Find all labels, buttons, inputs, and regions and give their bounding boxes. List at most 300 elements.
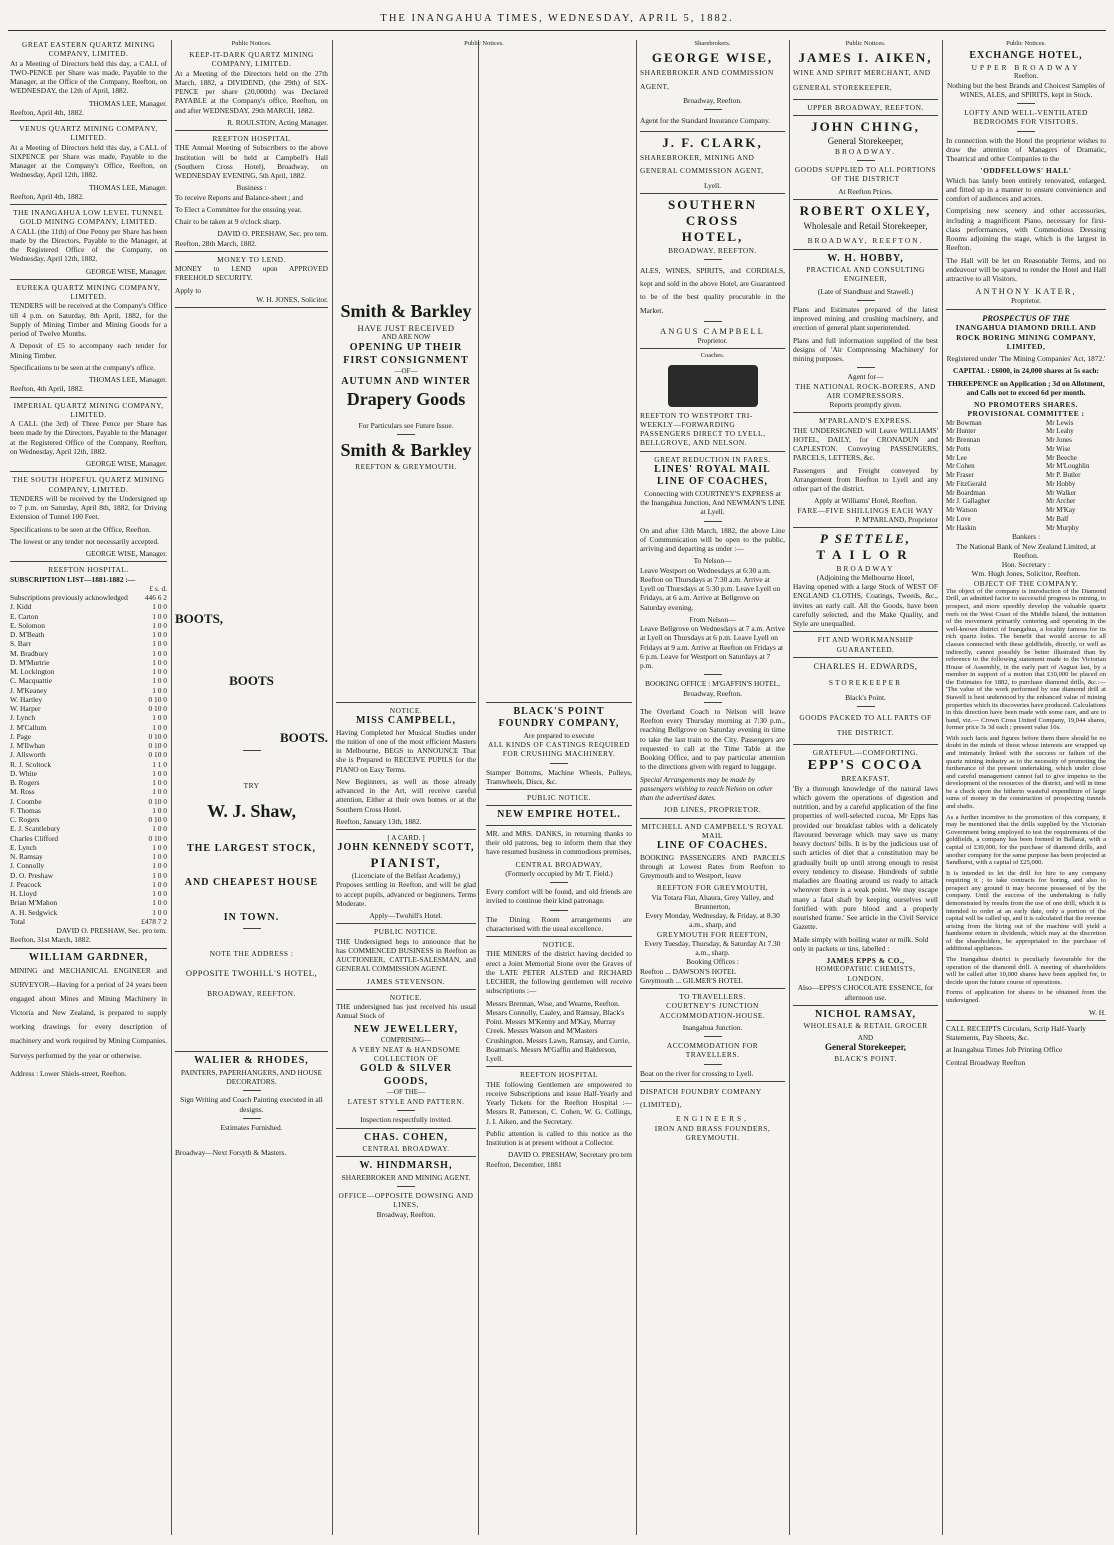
ad-sub: To Nelson— — [693, 556, 732, 566]
ad-signature: W. H. JONES, Solicitor. — [256, 294, 328, 304]
ad-body: The lowest or any tender not necessarily accepted. — [10, 536, 159, 546]
committee-member: Mr Brennan — [946, 436, 981, 445]
committee-member: Mr Wise — [1046, 444, 1071, 453]
ad-signature: THOMAS LEE, Manager. — [89, 375, 167, 384]
subs-name: B. Rogers — [10, 778, 40, 787]
committee-member: Mr M'Kay — [1046, 506, 1076, 515]
ad-body: Chair to be taken at 9 o'clock sharp. — [175, 217, 281, 227]
subs-name: A. H. Sedgwick — [10, 907, 58, 917]
ad-body: PROVISIONAL COMMITTEE : — [967, 409, 1085, 419]
subs-amount: 0 10 0 — [148, 741, 167, 750]
ad-body: PRACTICAL AND CONSULTING ENGINEER, — [806, 265, 925, 284]
masthead-rule — [8, 30, 1106, 31]
ad-body: OPENING UP THEIR — [349, 342, 463, 353]
committee-member: Mr Walker — [1046, 488, 1077, 497]
committee-member: Mr P. Butler — [1046, 471, 1081, 480]
smith-barkley-ad — [336, 300, 476, 471]
subs-row — [10, 593, 167, 602]
ad-body: BOOKING PASSENGERS AND PARCELS through at Lowest Rates from Reefton to Greymouth and to Westport, leave — [640, 852, 785, 881]
column-3b — [486, 699, 632, 1169]
ad-body: Via Totara Flat, Ahaura, Grey Valley, and Brunnerton, — [651, 892, 774, 911]
subs-amount: 0 10 0 — [148, 833, 167, 843]
ad-body: THE Annual Meeting of Subscribers to the above Institution will be held at Campbell's Hall (Southern Cross Hotel), Broadway, on WEDNESDAY EVENING, 5th April, 1882. — [175, 143, 328, 181]
ad-body: (Adjoining the Melbourne Hotel, — [816, 572, 915, 582]
boots-text: BOOTS — [229, 673, 274, 689]
ad-title: FOUNDRY COMPANY, — [498, 718, 620, 730]
subs-name: N. Ramsay — [10, 852, 43, 861]
ad-body: At a Meeting of the Directors held on the 27th March, 1882, a DIVIDEND, (the 29th) of SIX-PENCE per share (20,000th) was Declared PAYABLE at the Company's office, Reefton, on and after WEDNESDAY, 29th MARCH, 1882. — [175, 68, 328, 115]
ad-signature: DAVID O. PRESHAW, Secretary pro tem — [507, 1150, 632, 1160]
masthead: THE INANGAHUA TIMES, WEDNESDAY, APRIL 5, 1882. — [380, 13, 734, 24]
committee-row — [946, 515, 1106, 524]
subs-amount: 1 0 0 — [152, 907, 167, 917]
ad-title: HOTEL, — [681, 229, 744, 245]
ad-title: MITCHELL AND CAMPBELL'S ROYAL MAIL — [641, 821, 784, 840]
ad-title: NEW EMPIRE HOTEL. — [497, 809, 621, 821]
subs-row — [10, 806, 167, 815]
subs-row — [10, 695, 167, 704]
ad-signature: GEORGE WISE, Manager. — [85, 459, 167, 468]
committee-row — [946, 419, 1106, 428]
ad-title: NOTICE. — [389, 705, 423, 715]
ad-signature: Proprietor. — [1011, 297, 1041, 305]
subs-name: J. Allsworth — [10, 750, 46, 760]
ad-body: Comprising new scenery and other accessories, including a magnificent Piano, necessary for first-class performances, with Commodious Dressing Rooms adjoining the stage, which is the largest in Reefton. — [946, 206, 1106, 253]
ad-body: MONEY to LEND upon APPROVED FREEHOLD SECURITY. — [175, 264, 328, 283]
ad-body: FIT AND WORKMANSHIP GUARANTEED. — [817, 635, 914, 654]
ad-title: PROSPECTUS OF THE — [982, 312, 1070, 323]
ad-body: FIRST CONSIGNMENT — [343, 354, 469, 366]
subs-amount: 1 0 0 — [152, 713, 167, 723]
ad-body: Made simply with boiling water or milk. Sold only in packets or tins, labelled : — [793, 934, 929, 953]
section-header: Public Notices. — [845, 40, 886, 47]
subs-amount: 0 10 0 — [148, 731, 167, 741]
ad-signature: THOMAS LEE, Manager. — [89, 182, 167, 192]
committee-row — [946, 506, 1106, 515]
subs-row — [10, 898, 167, 907]
subs-name: J. Peacock — [10, 879, 42, 889]
subs-name: M. Bradbury — [10, 648, 49, 658]
ad-title: PUBLIC NOTICE. — [373, 927, 439, 937]
ad-address: Central Broadway Reefton — [946, 1057, 1026, 1067]
ad-body: The object of the company is introduction of the Diamond Drill, an admitted factor to successful progress in mining, to prospect, and more speedily develop the valuable quartz reefs on the West Coast of the Middle Island, the initiation of the movement primarily centering and operating in the well-known district of Inangahua, a locality famous for its rich quartz lodes. The benefit that would accrue to all classes connected with these goldfields, directly, or well as indirectly, cannot possibly be better illustrated than by reference to the following statement made to the Victorian House of Assembly, in the early part of August last, by a member in support of a motion that £10,000 be placed on the Estimates for 1882, to purchase diamond drills, &c.:— 'The value of the work performed by one diamond drill at Stawell is best understood by the enhanced value of mining properties which its discoveries have produced. Calculations in this direction have been made with some care, and are to hand, viz.— Crown Cross United Company, 19,044 shares, former price 3s 3d each ; present value 10s. — [946, 587, 1106, 732]
ad-title: P SETTELE, — [819, 531, 912, 547]
ad-body: It is intended to let the drill for hire to any company requiring it ; to take contracts for boring, and also to prospect any ground it may become possessed of by the company. Until the success of the undertaking is fully demonstrated by results from the use of one drill, which it is intended to order at an early date, only a portion of the capital will be called up, and it is calculated that the revenue arising from the hiring out of the machine will yield a handsome return in dividends, which may at the discretion of the shareholders, be appropriated to the purchase of additional appliances. — [946, 869, 1106, 953]
committee-row — [946, 524, 1106, 533]
subs-name: R. J. Scoltock — [10, 759, 52, 769]
ad-body: GOLD & SILVER GOODS, — [359, 1063, 453, 1087]
ad-title: DISPATCH FOUNDRY COMPANY (LIMITED), — [640, 1086, 762, 1110]
ad-body: GOODS SUPPLIED TO ALL PORTIONS OF THE DISTRICT — [794, 165, 937, 184]
committee-member: Mr Lewis — [1046, 418, 1074, 427]
ad-title: KEEP-IT-DARK QUARTZ MINING COMPANY, LIMITED. — [189, 50, 314, 69]
section-header: Coaches. — [700, 352, 725, 360]
subs-name: J. Connolly — [10, 861, 45, 871]
ad-title: THE INANGAHUA LOW LEVEL TUNNEL GOLD MINING COMPANY, LIMITED. — [13, 208, 164, 227]
subs-row — [10, 861, 167, 870]
ad-body: Wholesale and Retail Storekeeper, — [803, 221, 928, 231]
ad-body: NO PROMOTERS SHARES. — [974, 400, 1078, 410]
ad-signature: JOB LINES, PROPRIETOR. — [663, 805, 762, 815]
subs-amount: 1 0 0 — [152, 805, 167, 815]
subs-amount: 1 0 0 — [152, 602, 167, 612]
ad-body: TRY — [243, 780, 260, 790]
subs-row — [10, 621, 167, 630]
boots-text: BOOTS, — [175, 611, 224, 627]
subs-name: S. Barr — [10, 639, 31, 649]
subs-row — [10, 760, 167, 769]
ad-body: Messrs Brennan, Wise, and Wearne, Reefton. Messrs Connolly, Caaley, and Ramsay, Black's Point. Messrs M'Kenny and M'Kay, Murray Creek. Messrs Watson and M'Masters Crushington. Messrs Lawn, Ramsay, and Currie, Boatman's. Messrs M'Gaffin and Balderson, Lyell. — [486, 998, 630, 1063]
subs-name: J. Coombe — [10, 796, 42, 806]
ad-body: At Reefton Prices. — [838, 186, 893, 196]
boots-text: BOOTS. — [279, 729, 328, 745]
subs-row — [10, 889, 167, 898]
subs-title: SUBSCRIPTION LIST—1881-1882 :— — [10, 574, 136, 584]
subs-row — [10, 871, 167, 880]
ad-title: REEFTON HOSPITAL — [519, 1070, 599, 1080]
subs-row — [10, 676, 167, 685]
ad-address: Address : Lower Shiels-street, Reefton. — [10, 1068, 127, 1078]
ad-body: STOREKEEPER — [828, 677, 903, 687]
ad-body: Which has lately been entirely renovated, enlarged, and fitted up in a manner to ensure convenience and comfort of audiences and actors. — [946, 175, 1106, 204]
subs-row — [10, 649, 167, 658]
ad-body: Apply to — [175, 285, 202, 295]
subs-name: J. M'Callum — [10, 722, 47, 732]
ad-body: At a Meeting of Directors held this day, a CALL of SIXPENCE per Share was made, Payable to the Manager at the Company's Office, Reefton, on Wednesday, April 12th, 1882. — [10, 142, 167, 180]
ad-body: THREEPENCE on Application ; 3d on Allotment, and Calls not to exceed 6d per month. — [947, 378, 1105, 397]
ad-body: The Inangahua district is peculiarly favourable for the operation of the diamond drill. A meeting of shareholders will be called after 10,000 shares have been applied for, to decide upon the future course of operations. — [946, 956, 1106, 986]
ad-address: BROADWAY — [836, 563, 895, 573]
ad-body: LONDON. — [847, 974, 884, 984]
subs-row — [10, 639, 167, 648]
ad-signature: R. ROULSTON, Acting Manager. — [227, 117, 328, 127]
ad-address: Broadway, Reefton. — [683, 96, 742, 106]
ad-title: VENUS QUARTZ MINING COMPANY, LIMITED. — [19, 124, 158, 143]
committee-row — [946, 497, 1106, 506]
ad-body: Every comfort will be found, and old friends are invited to continue their kind patronage. — [486, 887, 632, 906]
ad-sub: Booking Offices : — [686, 957, 739, 967]
subs-name: W. Harper — [10, 704, 41, 713]
column-5 — [640, 40, 785, 1532]
committee-member: Mr Boardman — [946, 488, 986, 497]
ad-body: Leave Bellgrove on Wednesdays at 7 a.m. Arrive at Lyell on Thursdays at 6 p.m. Leave Lyell on Fridays at 9 a.m. Arrive at Reefton on Fridays at 6 p.m. Leave for Westport on Saturdays at 7 p.m. — [640, 624, 785, 671]
ad-body: Nothing but the best Brands and Choicest Samples of WINES, ALES, and SPIRITS, kept in Stock. — [946, 80, 1106, 99]
subs-amount: 0 10 0 — [148, 796, 167, 806]
ad-title: EXCHANGE HOTEL, — [969, 50, 1083, 62]
ad-title: CHARLES H. EDWARDS, — [813, 660, 918, 671]
ad-date: Reefton, April 4th, 1882. — [10, 107, 84, 117]
ad-signature: DAVID O. PRESHAW, Sec. pro tem. — [56, 926, 167, 935]
subs-head: £ s. d. — [149, 583, 167, 593]
ad-title: CHAS. COHEN, — [364, 1131, 448, 1143]
ad-sub: OBJECT OF THE COMPANY. — [973, 578, 1079, 588]
ad-title: LINE OF COACHES. — [657, 840, 768, 852]
ad-body: (Formerly occupied by Mr T. Field.) — [505, 868, 613, 878]
column-2 — [175, 40, 328, 1532]
committee-member: Mr Leahy — [1046, 427, 1074, 436]
ad-address: OPPOSITE TWOHILL'S HOTEL, — [185, 968, 318, 979]
ad-body: Registered under 'The Mining Companies' Act, 1872.' — [946, 354, 1106, 364]
subs-amount: 1 0 0 — [152, 768, 167, 778]
ad-title: CALL RECEIPTS Circulars, Scrip Half-Yearly Statements, Pay Sheets, &c. — [946, 1023, 1086, 1043]
column-divider — [636, 40, 637, 1535]
committee-member: Mr Beeche — [1046, 453, 1077, 462]
ad-signature: JAMES STEVENSON. — [366, 976, 446, 986]
ad-title: W. HINDMARSH, — [359, 1160, 453, 1172]
ad-body: Proposes settling in Reefton, and will be glad to accept pupils, advanced or beginners. Terms Moderate. — [336, 880, 476, 908]
subs-amount: 1 0 0 — [152, 852, 167, 861]
committee-row — [946, 427, 1106, 436]
subs-name: D. O. Preshaw — [10, 870, 54, 880]
ad-address: UPPER BROADWAY — [971, 62, 1081, 72]
subs-row — [10, 778, 167, 787]
ad-body: With such facts and figures before them there should be no doubt in the minds of those whose interests are wrapped up and intimately linked with the success or failure of the quartz mining industry as to the necessity of promoting the furtherance of the present undertaking, which under close and careful management cannot fail to give impetus to the development of the resources of the district, and will in time be a check upon the hitherto wasteful expenditure of large sums of money in the construction of prospecting tunnels and shafts. — [946, 734, 1106, 811]
subs-total: £478 7 2 — [141, 916, 167, 926]
ad-body: As a further incentive to the promotion of this company, it may be mentioned that the drills supplied by the Victorian Government being employed to test the requirements of the goldfields, a company has been formed in Ballarat, with a capital of £30,000, for the purchase of diamond drills, and another company for the same purpose has been projected at Sandhurst, with a capital of £25,000. — [946, 813, 1106, 867]
ad-title: BLACK'S POINT — [513, 705, 605, 717]
ad-signature: DAVID O. PRESHAW, Sec. pro tem. — [217, 229, 328, 239]
ad-body: BOOKING OFFICE : M'GAFFIN'S HOTEL, Broadway, Reefton. — [644, 679, 781, 698]
ad-body: COMPRISING— — [380, 1036, 432, 1044]
ad-body: Inspection respectfully invited. — [360, 1115, 452, 1125]
ad-body: Every Tuesday, Thursday, & Saturday At 7.30 a.m., sharp. — [644, 938, 781, 958]
subs-row — [10, 750, 167, 759]
subs-name: J. Kidd — [10, 602, 32, 612]
coach-icon — [668, 365, 758, 407]
ad-body: CAPITAL : £6000, in 24,000 shares at 5s each: — [953, 366, 1099, 376]
subs-row — [10, 732, 167, 741]
ad-date: Reefton, April 4th, 1882. — [10, 191, 84, 201]
ad-body: MR. and MRS. DANKS, in returning thanks to their old patrons, beg to inform them that they have resumed business in commodious premises, — [486, 828, 632, 857]
committee-row — [946, 462, 1106, 471]
subs-amount: 1 0 0 — [152, 620, 167, 630]
committee-member: Mr Cohen — [946, 462, 975, 471]
ad-body: FARE—FIVE SHILLINGS EACH WAY — [797, 505, 934, 515]
ad-title: REEFTON TO WESTPORT TRI-WEEKLY—FORWARDING PASSENGERS DIRECT TO LYELL, BELLGROVE, AND NELSON. — [640, 410, 766, 448]
subs-amount: 1 1 0 — [152, 759, 167, 769]
ad-address: CENTRAL BROADWAY, — [515, 859, 603, 869]
ad-title: INANGAHUA DIAMOND DRILL AND ROCK BORING MINING COMPANY, LIMITED, — [955, 323, 1097, 351]
subs-amount: 0 10 0 — [148, 694, 167, 704]
subs-row — [10, 741, 167, 750]
ad-title: GREAT REDUCTION IN FARES. — [654, 454, 771, 464]
committee-row — [946, 480, 1106, 489]
ad-body: In connection with the Hotel the proprietor wishes to draw the attention of Managers of Dramatic, Theatrical and other Companies to the — [946, 135, 1106, 164]
ad-body: Every Monday, Wednesday, & Friday, at 8.30 a.m., sharp, and — [645, 911, 780, 930]
section-header: Public Notices. — [464, 40, 504, 47]
ad-body: IRON AND BRASS FOUNDERS, — [654, 1123, 771, 1133]
column-3 — [336, 40, 632, 1532]
subs-total-row — [10, 917, 167, 926]
ad-body: OFFICE—OPPOSITE DOWSING AND LINES, — [338, 1191, 474, 1210]
subs-amount: 1 0 0 — [152, 842, 167, 852]
subs-amount: 0 10 0 — [148, 704, 167, 713]
ad-body: A Deposit of £5 to accompany each tender for Mining Timber. — [10, 341, 167, 360]
subs-row — [10, 824, 167, 833]
ad-body: REEFTON FOR GREYMOUTH, — [656, 883, 769, 893]
ad-signature: ANGUS CAMPBELL — [660, 326, 765, 337]
subs-amount: 1 0 0 — [152, 630, 167, 639]
subs-row — [10, 630, 167, 639]
committee-member: Mr Love — [946, 514, 971, 523]
subs-row — [10, 769, 167, 778]
ad-body: BREAKFAST. — [841, 774, 890, 784]
ad-address: Black's Point. — [845, 692, 886, 702]
committee-member: Mr Murphy — [1046, 523, 1079, 532]
ad-body: AND ARE NOW — [381, 333, 431, 342]
subs-name: F. Thomas — [10, 805, 41, 815]
ad-body: Forms of application for shares to be obtained from the undersigned. — [946, 989, 1106, 1004]
ad-title: MONEY TO LEND. — [217, 254, 286, 264]
committee-member: Mr Jones — [1046, 436, 1072, 445]
subs-name: H. Lloyd — [10, 889, 37, 898]
ad-title: PIANIST, — [370, 854, 442, 870]
ad-body: THE Undersigned begs to announce that he has COMMENCED BUSINESS in Reefton as AUCTIONEER, CATTLE-SALESMAN, and GENERAL COMMISSION AGENT. — [336, 936, 476, 974]
ad-address: BROADWAY, REEFTON. — [668, 245, 757, 255]
ad-signature: P. M'PARLAND, Proprietor — [855, 514, 938, 524]
ad-body: HAVE JUST RECEIVED — [357, 322, 455, 333]
ad-body: SHAREBROKER AND COMMISSION AGENT, — [640, 68, 774, 91]
ad-address: UPPER BROADWAY, REEFTON. — [807, 103, 924, 112]
ad-title: TO TRAVELLERS. — [679, 992, 746, 1002]
ad-body: Are prepared to execute — [523, 730, 595, 740]
ad-body: Agent for— — [847, 372, 884, 382]
subs-row — [10, 612, 167, 621]
ad-address: Broadway—Next Forsyth & Masters. — [175, 1148, 287, 1157]
ad-address: BLACK'S POINT. — [834, 1053, 897, 1063]
ad-sub: [ A CARD. ] — [387, 833, 425, 842]
column-divider — [332, 40, 333, 1535]
ad-body: Drapery Goods — [346, 389, 466, 410]
column-divider — [171, 40, 172, 1535]
committee-member: Mr Balf — [1046, 514, 1069, 523]
ad-body: AND CHEAPEST HOUSE — [184, 877, 319, 889]
ad-title: MISS CAMPBELL, — [355, 715, 457, 726]
ad-body: Reports promptly given. — [829, 400, 902, 410]
ad-body: AND — [857, 1033, 874, 1042]
ad-title: W. H. HOBBY, — [827, 252, 904, 264]
ad-body: THE UNDERSIGNED will Leave WILLIAMS' HOTEL, DAILY, for CRONADUN and CAPLESTON. Conveying PASSENGERS, PARCELS, LETTERS, &c. — [793, 425, 938, 463]
subs-amount: 1 0 0 — [152, 639, 167, 649]
ad-body: Having opened with a large Stock of WEST OF ENGLAND CLOTHS, Coatings, Tweeds, &c., invites an early call. All the Goods, have been carefully selected, and the Make Quality, and Style are unequalled. — [793, 582, 938, 629]
ad-body: THE undersigned has just received his usual Annual Stock of — [336, 1002, 476, 1021]
subs-amount: 1 0 0 — [152, 824, 167, 834]
committee-member: Mr Haskin — [946, 523, 977, 532]
subs-total-label: Total — [10, 916, 26, 926]
ad-body: 'By a thorough knowledge of the natural laws which govern the operations of digestion and nutrition, and by a careful application of the fine properties of well-selected cocoa, Mr Epps has provided our breakfast tables with a delicately flavoured beverage which may save us many heavy doctors' bills. It is by the judicious use of such articles of diet that a constitution may be gradually built up until strong enough to resist every tendency to disease. Hundreds of subtle maladies are floating around us ready to attack wherever there is a weak point. We may escape many a fatal shaft by keeping ourselves well fortified with pure blood and a properly nourished frame.' See article in the Civil Service Gazette. — [793, 783, 938, 932]
subs-name: M. Lockington — [10, 667, 55, 676]
column-7 — [946, 40, 1106, 1532]
ad-body: New Beginners, as well as those already advanced in the Art, will receive careful attention, Either at their own homes or at the Southern Cross Hotel. — [336, 776, 476, 814]
subs-amount: 1 0 0 — [152, 667, 167, 676]
ad-body: —OF— — [394, 367, 418, 375]
ad-body: IN TOWN. — [223, 911, 280, 923]
subs-amount: 1 0 0 — [152, 787, 167, 797]
ad-body: On and after 13th March, 1882, the above Line of Communication will be open to the public, arriving and departing as under :— — [640, 525, 785, 554]
committee-row — [946, 445, 1106, 454]
ad-title: IMPERIAL QUARTZ MINING COMPANY, LIMITED. — [13, 400, 164, 419]
subs-row — [10, 815, 167, 824]
subs-row — [10, 713, 167, 722]
committee-member: Mr Watson — [946, 506, 978, 515]
ad-body: Boat on the river for crossing to Lyell. — [640, 1068, 754, 1078]
ad-body: Apply—Twohill's Hotel. — [369, 911, 443, 920]
subs-name: E. J. Scantlebury — [10, 824, 61, 834]
ad-address: Reefton. — [1014, 71, 1038, 80]
committee-member: Mr J. Gallagher — [946, 497, 991, 506]
ad-date: Reefton, January 13th, 1882. — [336, 816, 422, 826]
ad-title: THE SOUTH HOPEFUL QUARTZ MINING COMPANY, LIMITED. — [12, 475, 165, 494]
ad-date: Reefton, 31st March, 1882. — [10, 935, 91, 945]
ad-body: The Dining Room arrangements are characterised with the usual excellence. — [486, 914, 632, 933]
ad-body: Having Completed her Musical Studies under the tuition of one of the most efficient Masters in Melbourne, BEGS to ANNOUNCE That she is Prepared to RECEIVE PUPILS for the PIANO on Easy Terms. — [336, 727, 476, 774]
column-3a — [336, 699, 476, 1219]
ad-body: Stamper Bottoms, Machine Wheels, Pulleys, Tramwheels, Discs, &c. — [486, 767, 632, 786]
ad-body: Agent for the Standard Insurance Company. — [640, 116, 771, 126]
ad-signature: GEORGE WISE, Manager. — [85, 266, 167, 276]
ad-body: (Late of Standhust and Stawell.) — [817, 286, 914, 296]
ad-address: BROADWAY, REEFTON. — [807, 236, 924, 246]
committee-member: Mr Potts — [946, 444, 971, 453]
ad-signature: W. H. — [1088, 1007, 1106, 1017]
ad-body: Greymouth ... GILMER'S HOTEL — [640, 975, 743, 985]
ad-address: GREYMOUTH. — [685, 1132, 740, 1142]
ad-body: GOODS PACKED TO ALL PARTS OF THE DISTRICT. — [799, 713, 932, 737]
subs-name: J. Lynch — [10, 713, 36, 723]
ad-body: To Elect a Committee for the ensuing year. — [175, 204, 302, 214]
ad-date: Reefton, 28th March, 1882. — [175, 238, 257, 248]
ad-sub: Business : — [236, 183, 267, 193]
ad-title: J. F. CLARK, — [662, 134, 763, 150]
subs-amount: 1 0 0 — [152, 685, 167, 695]
subs-amount: 1 0 0 — [152, 657, 167, 667]
committee-member: Mr Fraser — [946, 471, 974, 480]
subscription-list — [10, 593, 167, 917]
ad-body: LOFTY AND WELL-VENTILATED BEDROOMS FOR VISITORS. — [964, 108, 1088, 127]
subs-name: E. Carton — [10, 611, 39, 621]
ad-body: For Particulars see Future Issue. — [358, 420, 454, 430]
subs-name: Brian M'Mahon — [10, 898, 58, 908]
ad-body: THE MINERS of the district having decided to erect a Joint Memorial Stone over the Graves of the LATE PETER ALSTED and RICHARD LECHER, the following gentlemen will receive subscriptions :— — [486, 949, 632, 996]
subs-name: D. M'Murtrie — [10, 657, 50, 667]
ad-body: Wm. Hugh Jones, Solicitor, Reefton. — [971, 569, 1081, 579]
ad-body: To receive Reports and Balance-sheet ; and — [175, 192, 303, 202]
ad-title: PUBLIC NOTICE. — [526, 793, 592, 802]
ad-address: BROADWAY. — [835, 146, 896, 156]
ad-body: NEW JEWELLERY, — [353, 1023, 459, 1035]
ad-body: At a Meeting of Directors held this day, a CALL of TWO-PENCE per Share was made, Payable to the Manager, at the Office of the Company, Reefton, on WEDNESDAY, the 12th of April, 1882. — [10, 58, 167, 96]
subs-amount: 1 0 0 — [152, 611, 167, 621]
ad-body: at Inangahua Times Job Printing Office — [946, 1045, 1063, 1055]
subs-row — [10, 667, 167, 676]
subs-row — [10, 723, 167, 732]
subs-name: J. Page — [10, 731, 31, 741]
ad-body: WINE AND SPIRIT MERCHANT, AND GENERAL STOREKEEPER, — [793, 68, 931, 93]
ad-body: Surveys performed by the year or otherwise. — [10, 1051, 142, 1061]
ad-title: M'PARLAND'S EXPRESS. — [819, 416, 912, 426]
ad-title: NOTICE. — [542, 940, 576, 949]
ad-body: Specifications to be seen at the Office, Reefton. — [10, 524, 151, 534]
ad-address: Broadway, Reefton. — [376, 1209, 436, 1219]
subs-name: J. M'Ilwhan — [10, 741, 45, 750]
ad-body: Connecting with COURTNEY'S EXPRESS at the Inangahua Junction, And NEWMAN'S LINE at Lyell. — [640, 488, 785, 517]
ad-body: TENDERS will be received by the Undersigned up to 7 p.m. on Saturday, April 8th, 1882, for Driving Extension of Tunnel 100 Feet. — [10, 493, 167, 522]
shaw-name: W. J. Shaw, — [207, 801, 296, 822]
ad-address: Inangahua Junction. — [682, 1022, 743, 1032]
ad-body: Special Arrangements may be made by passengers wishing to reach Nelson on other than the advertised dates. — [640, 774, 773, 803]
subs-row — [10, 852, 167, 861]
ad-date: Reefton, 4th April, 1882. — [10, 384, 84, 394]
